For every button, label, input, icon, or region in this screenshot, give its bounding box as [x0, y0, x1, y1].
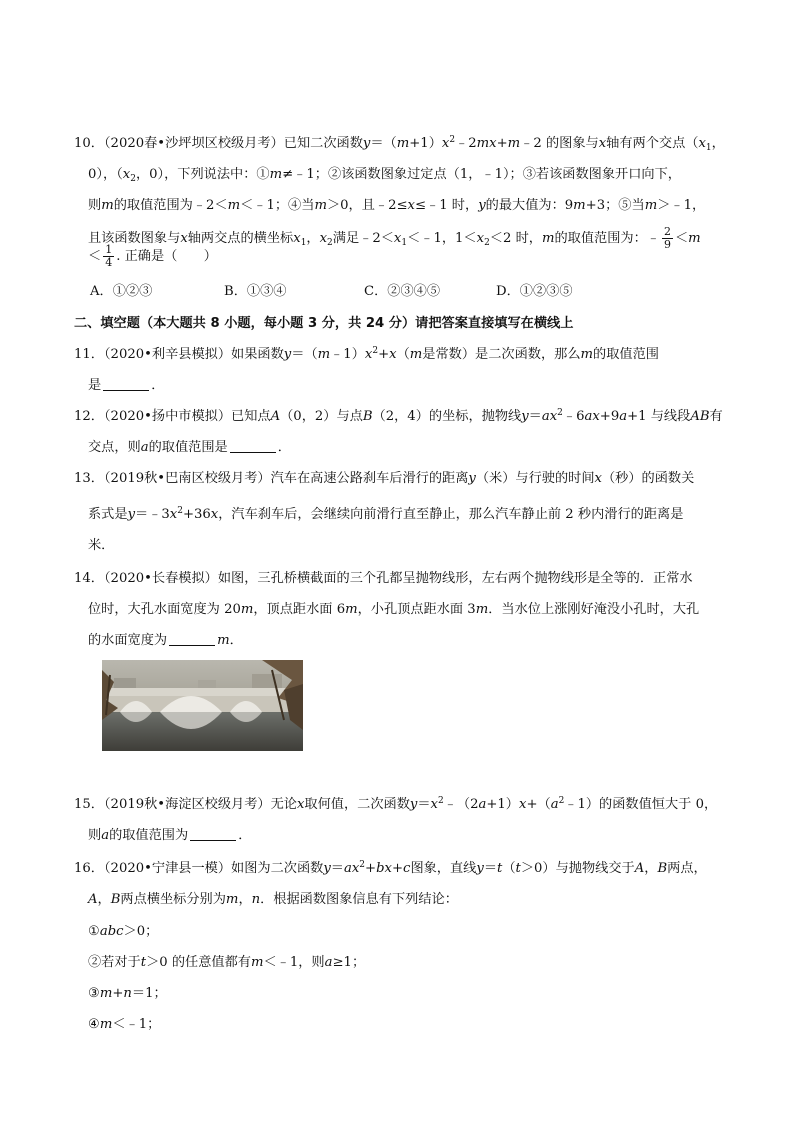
q12-line-2: 交点，则a的取值范围是 ． [88, 440, 291, 455]
q10-line-5: ＜ $\frac{1}{4}$ . 正确是（ ） [88, 243, 217, 269]
q16-line-2: A，B两点横坐标分别为m，n．根据函数图象信息有下列结论： [88, 892, 458, 907]
section-2-heading: 二、填空题（本大题共 8 小题，每小题 3 分，共 24 分）请把答案直接填写在横线上 [74, 316, 574, 331]
q10-line-2: 0），（$x_2$，0），下列说法中：①m≠﹣1；②该函数图象过定点（1，﹣1）；③若该函数图象开口向下， [88, 167, 681, 184]
q10-option-d[interactable]: D．①②③⑤ [496, 284, 573, 299]
bridge-illustration [102, 660, 303, 751]
q15-answer-blank[interactable] [190, 826, 236, 841]
q15-line-1: 15．（2019秋•海淀区校级月考）无论x取何值，二次函数$y=x^2﹣(2a+1)x+(a^2﹣1)$的函数值恒大于 0， [74, 796, 718, 812]
q14-answer-blank[interactable] [169, 631, 215, 646]
fraction-two-ninths: $\frac{2}{9}$ [663, 225, 671, 251]
q11-answer-blank[interactable] [103, 376, 149, 391]
q11-line-2: 是 ． [88, 378, 165, 393]
q16-line-1: 16．（2020•宁津县一模）如图为二次函数$y=ax^2+bx+c$图象，直线y＝t（t＞0）与抛物线交于A，B两点， [74, 860, 707, 876]
q12-answer-blank[interactable] [230, 438, 276, 453]
three-arch-bridge-photo [102, 660, 303, 751]
q16-conclusion-4: ④m＜﹣1； [88, 1017, 161, 1032]
q14-line-1: 14．（2020•长春模拟）如图，三孔桥横截面的三个孔都呈抛物线形，左右两个抛物线形是全等的．正常水 [74, 571, 693, 586]
q15-line-2: 则a的取值范围为 ． [88, 828, 252, 843]
q10-line-4: 且该函数图象与x轴两交点的横坐标$x_1$，$x_2$满足$﹣2<x_1<﹣1$，$1<x_2<2$ 时，m的取值范围为：﹣ $\frac{2}{9}$ ＜m [88, 225, 701, 251]
q10-option-b[interactable]: B．①③④ [224, 284, 287, 299]
q10-option-c[interactable]: C．②③④⑤ [364, 284, 441, 299]
q10-line-3: 则m的取值范围为﹣2＜m＜﹣1；④当m＞0，且﹣2≤x≤﹣1 时，y的最大值为：9m+3；⑤当m＞﹣1， [88, 198, 706, 213]
q14-line-3: 的水面宽度为 m． [88, 633, 243, 648]
q16-conclusion-1: ①abc＞0； [88, 924, 159, 939]
q13-line-3: 米． [88, 538, 115, 553]
q16-conclusion-2: ②若对于t＞0 的任意值都有m＜﹣1，则a≥1； [88, 955, 366, 970]
q13-line-1: 13．（2019秋•巴南区校级月考）汽车在高速公路刹车后滑行的距离y（米）与行驶的时间x（秒）的函数关 [74, 471, 695, 486]
fraction-one-quarter: $\frac{1}{4}$ [105, 243, 113, 269]
q11-line-1: 11．（2020•利辛县模拟）如果函数$y=(m﹣1)x^2+x(m$是常数）是二次函数，那么m的取值范围 [74, 346, 659, 362]
q12-line-1: 12．（2020•扬中市模拟）已知点A（0，2）与点B（2，4）的坐标，抛物线$y=ax^2﹣6ax+9a+1$ 与线段AB有 [74, 408, 723, 424]
q14-line-2: 位时，大孔水面宽度为 20m，顶点距水面 6m，小孔顶点距水面 3m．当水位上涨刚好淹没小孔时，大孔 [88, 602, 700, 617]
q13-line-2: 系式是$y=﹣3x^2+36x$，汽车刹车后，会继续向前滑行直至静止，那么汽车静止前 2 秒内滑行的距离是 [88, 506, 684, 522]
q16-conclusion-3: ③m+n＝1； [88, 986, 167, 1001]
q10-option-a[interactable]: A．①②③ [90, 284, 153, 299]
q10-line-1: 10．（2020春•沙坪坝区校级月考）已知二次函数$y=(m+1)x^2﹣2mx+m﹣2$ 的图象与x轴有两个交点（$x_1$， [74, 135, 725, 153]
